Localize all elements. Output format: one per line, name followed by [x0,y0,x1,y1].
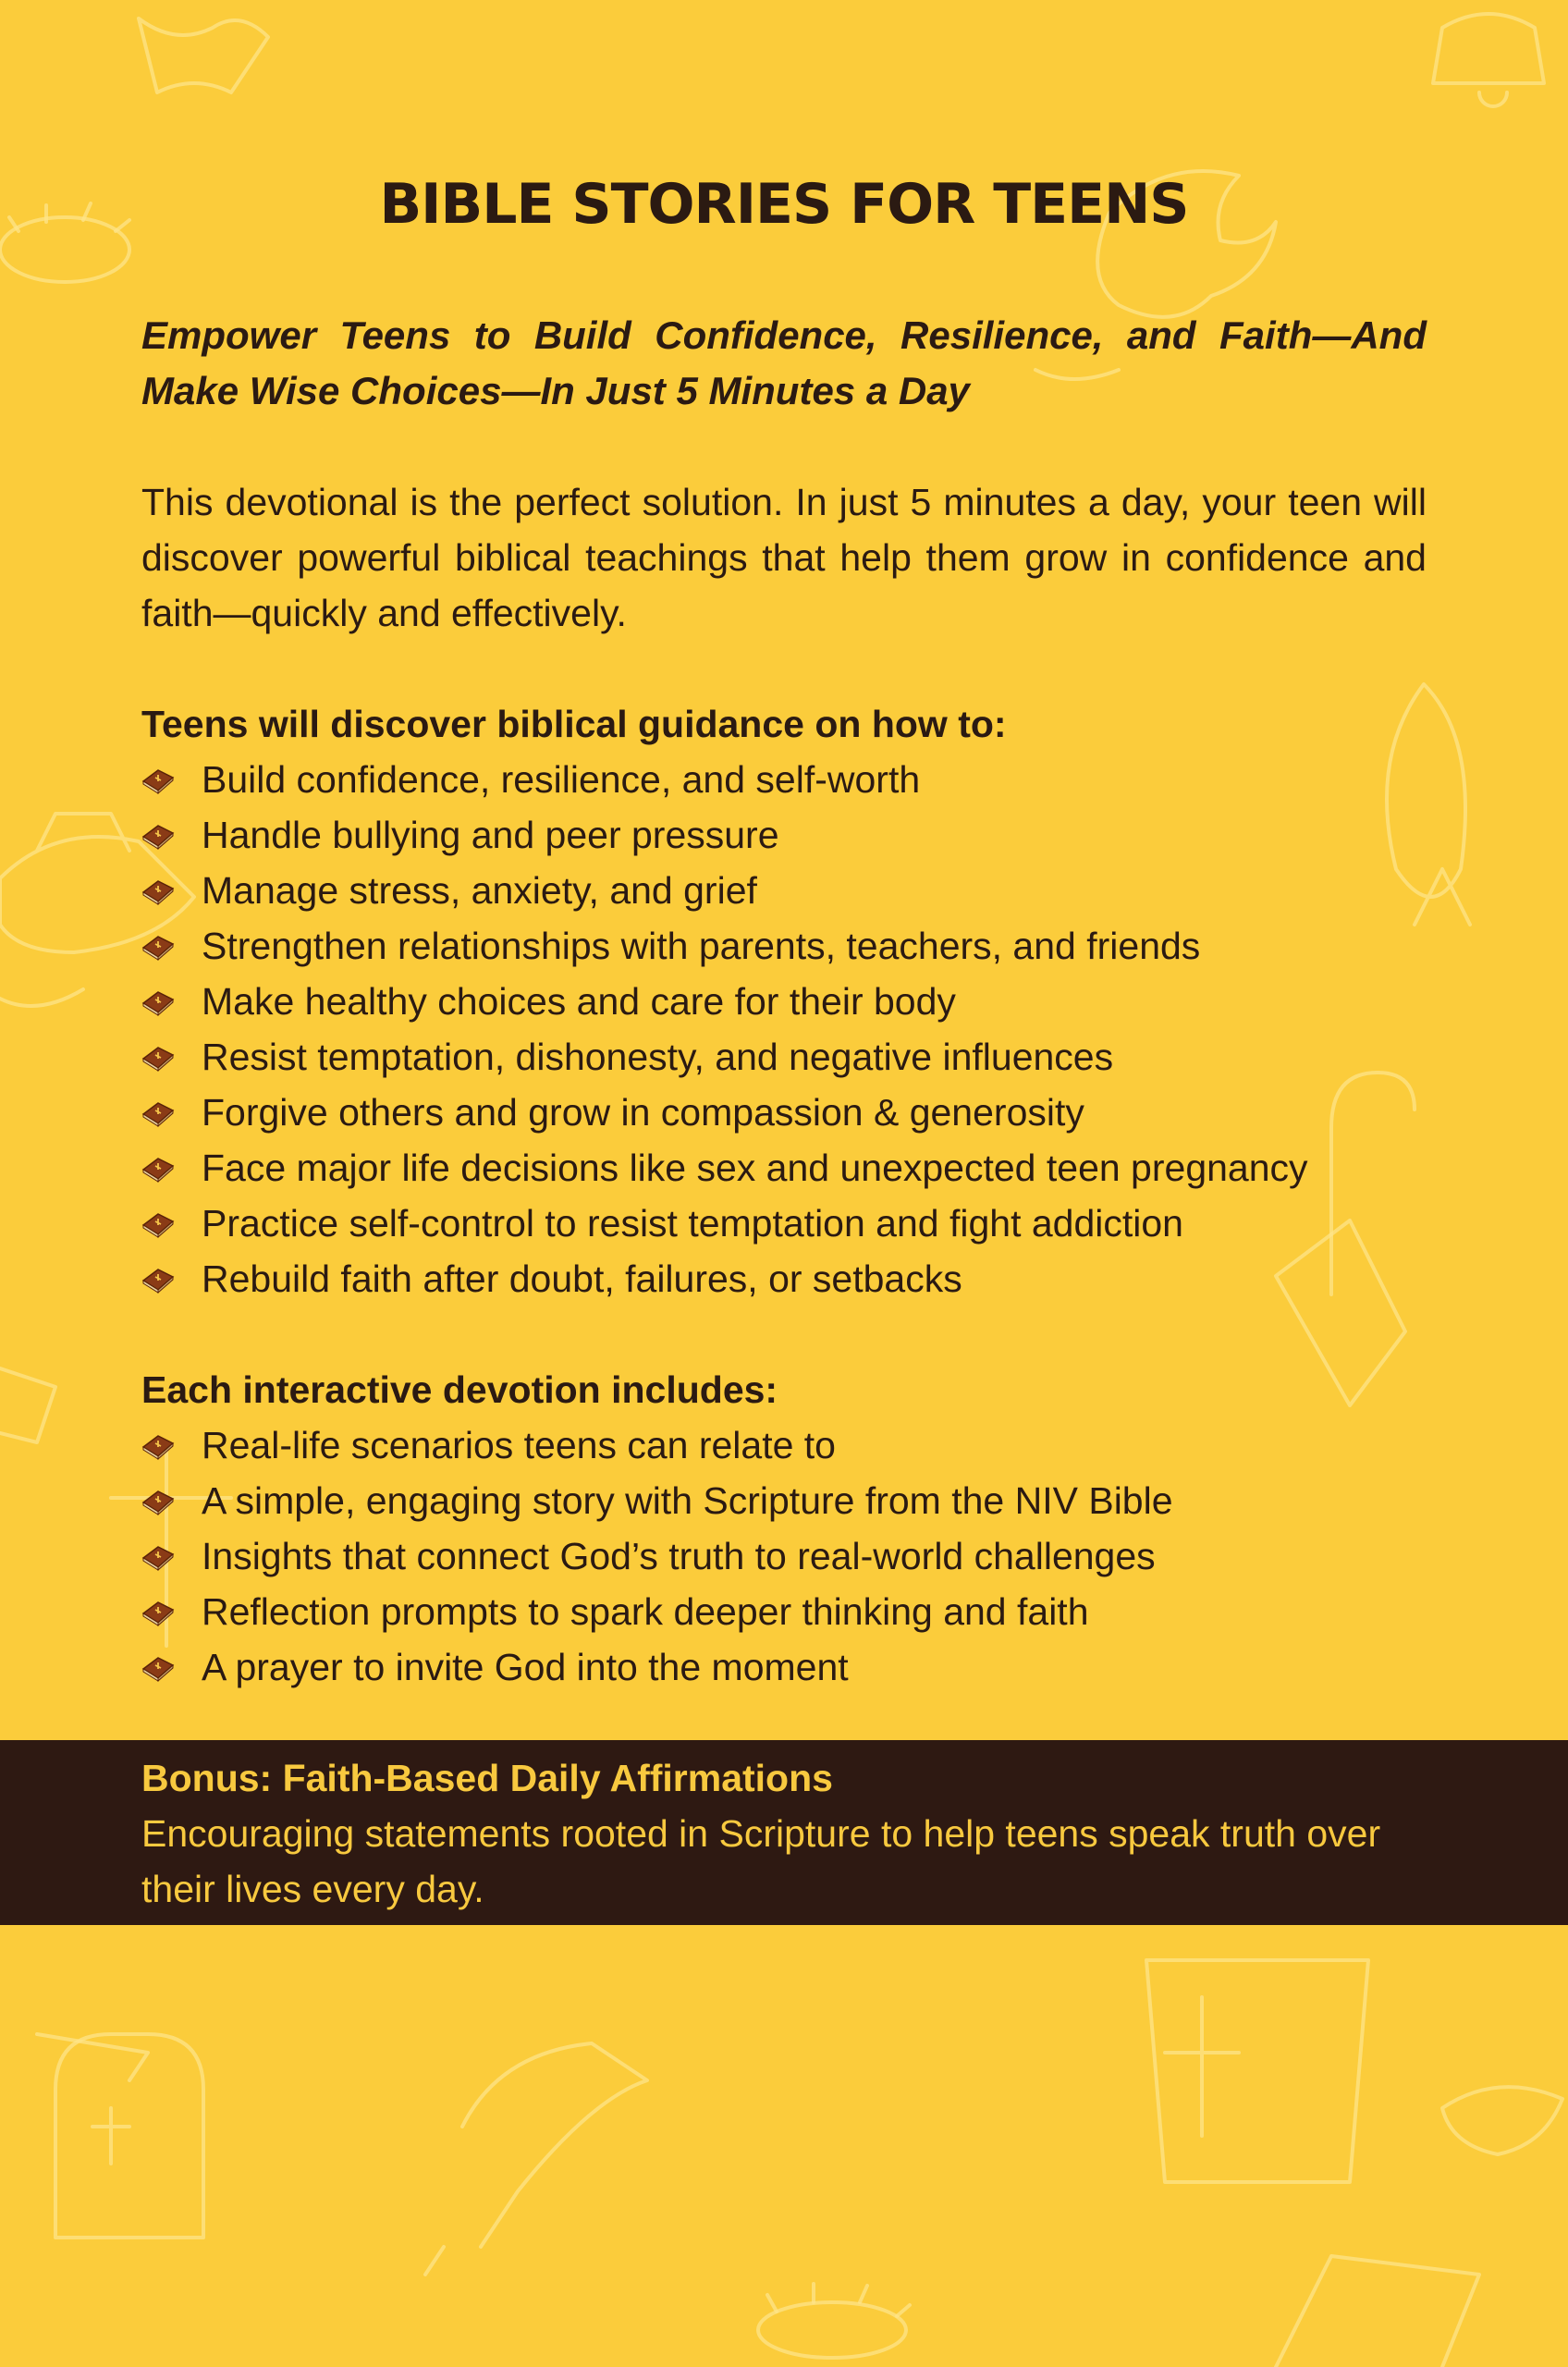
list-item-text: Make healthy choices and care for their body [202,980,956,1023]
list-item-text: Reflection prompts to spark deeper thinking and faith [202,1590,1089,1633]
list-item-text: Real-life scenarios teens can relate to [202,1424,836,1466]
list-item [141,918,1308,974]
list-item [141,1251,1308,1306]
devotion-list [141,1417,1173,1695]
list-item-text: Build confidence, resilience, and self-worth [202,758,921,801]
bonus-description: Encouraging statements rooted in Scripture to help teens speak truth over their lives every day. [141,1812,1381,1910]
list-item [141,1085,1308,1140]
bible-book-icon [141,987,175,1016]
pulpit-illustration [1146,1960,1368,2182]
list-item [141,1029,1308,1085]
bible-book-icon [141,1652,175,1682]
bible-book-icon [141,876,175,905]
bible-book-icon [141,1208,175,1238]
list-item [141,1473,1173,1528]
bowl-illustration [1442,2087,1562,2154]
bible-book-icon [141,765,175,794]
bible-book-icon [141,1541,175,1571]
list-item-text: A prayer to invite God into the moment [202,1646,849,1688]
list-item [141,1140,1308,1196]
list-item [141,1417,1173,1473]
bible-book-icon [141,1042,175,1072]
frame-illustration [1276,2256,1479,2367]
devotion-heading: Each interactive devotion includes: [141,1368,778,1411]
book-subtitle: Empower Teens to Build Confidence, Resilience, and Faith—And Make Wise Choices—In Just 5 Minutes a Day [141,313,1427,412]
bible-book-icon [141,1098,175,1127]
list-item-text: Insights that connect God’s truth to real-world challenges [202,1535,1156,1577]
fish-illustration [1387,684,1470,925]
list-item-text: Manage stress, anxiety, and grief [202,869,757,912]
shepherd-staff-illustration [1331,1073,1415,1294]
list-item-text: Forgive others and grow in compassion & generosity [202,1091,1084,1134]
list-item-text: Resist temptation, dishonesty, and negative influences [202,1036,1114,1078]
list-item-text: Strengthen relationships with parents, teachers, and friends [202,925,1201,967]
list-item-text: Face major life decisions like sex and unexpected teen pregnancy [202,1147,1308,1189]
list-item-text: A simple, engaging story with Scripture from the NIV Bible [202,1479,1173,1522]
bell-illustration [1433,14,1544,106]
stone-tablets-illustration [55,2034,203,2238]
crown-of-thorns-illustration [0,217,129,282]
crown-of-thorns-illustration-2 [758,2302,906,2358]
bible-book-icon [141,1153,175,1183]
bible-book-icon [141,931,175,961]
list-item-text: Practice self-control to resist temptation and fight addiction [202,1202,1183,1245]
intro-paragraph: This devotional is the perfect solution. In just 5 minutes a day, your teen will discover powerful biblical teachings that help them grow in confidence and faith—quickly and effectively. [141,481,1427,634]
list-item-text: Rebuild faith after doubt, failures, or setbacks [202,1257,962,1300]
bonus-title: Bonus: Faith-Based Daily Affirmations [141,1757,833,1799]
book-title: BIBLE STORIES FOR TEENS [379,172,1189,237]
list-item [141,807,1308,863]
bible-book-icon [141,1430,175,1460]
bible-book-icon [141,1597,175,1626]
list-item [141,974,1308,1029]
list-item [141,1528,1173,1584]
list-item [141,863,1308,918]
list-item [141,1584,1173,1639]
guidance-list [141,752,1308,1306]
bible-book-icon [141,1264,175,1294]
guidance-heading: Teens will discover biblical guidance on how to: [141,703,1007,745]
harp-illustration [462,2043,647,2247]
bible-book-icon [141,1486,175,1515]
list-item [141,752,1308,807]
bible-book-icon [141,820,175,850]
scroll-illustration [139,18,268,92]
list-item [141,1639,1173,1695]
list-item [141,1196,1308,1251]
list-item-text: Handle bullying and peer pressure [202,814,779,856]
